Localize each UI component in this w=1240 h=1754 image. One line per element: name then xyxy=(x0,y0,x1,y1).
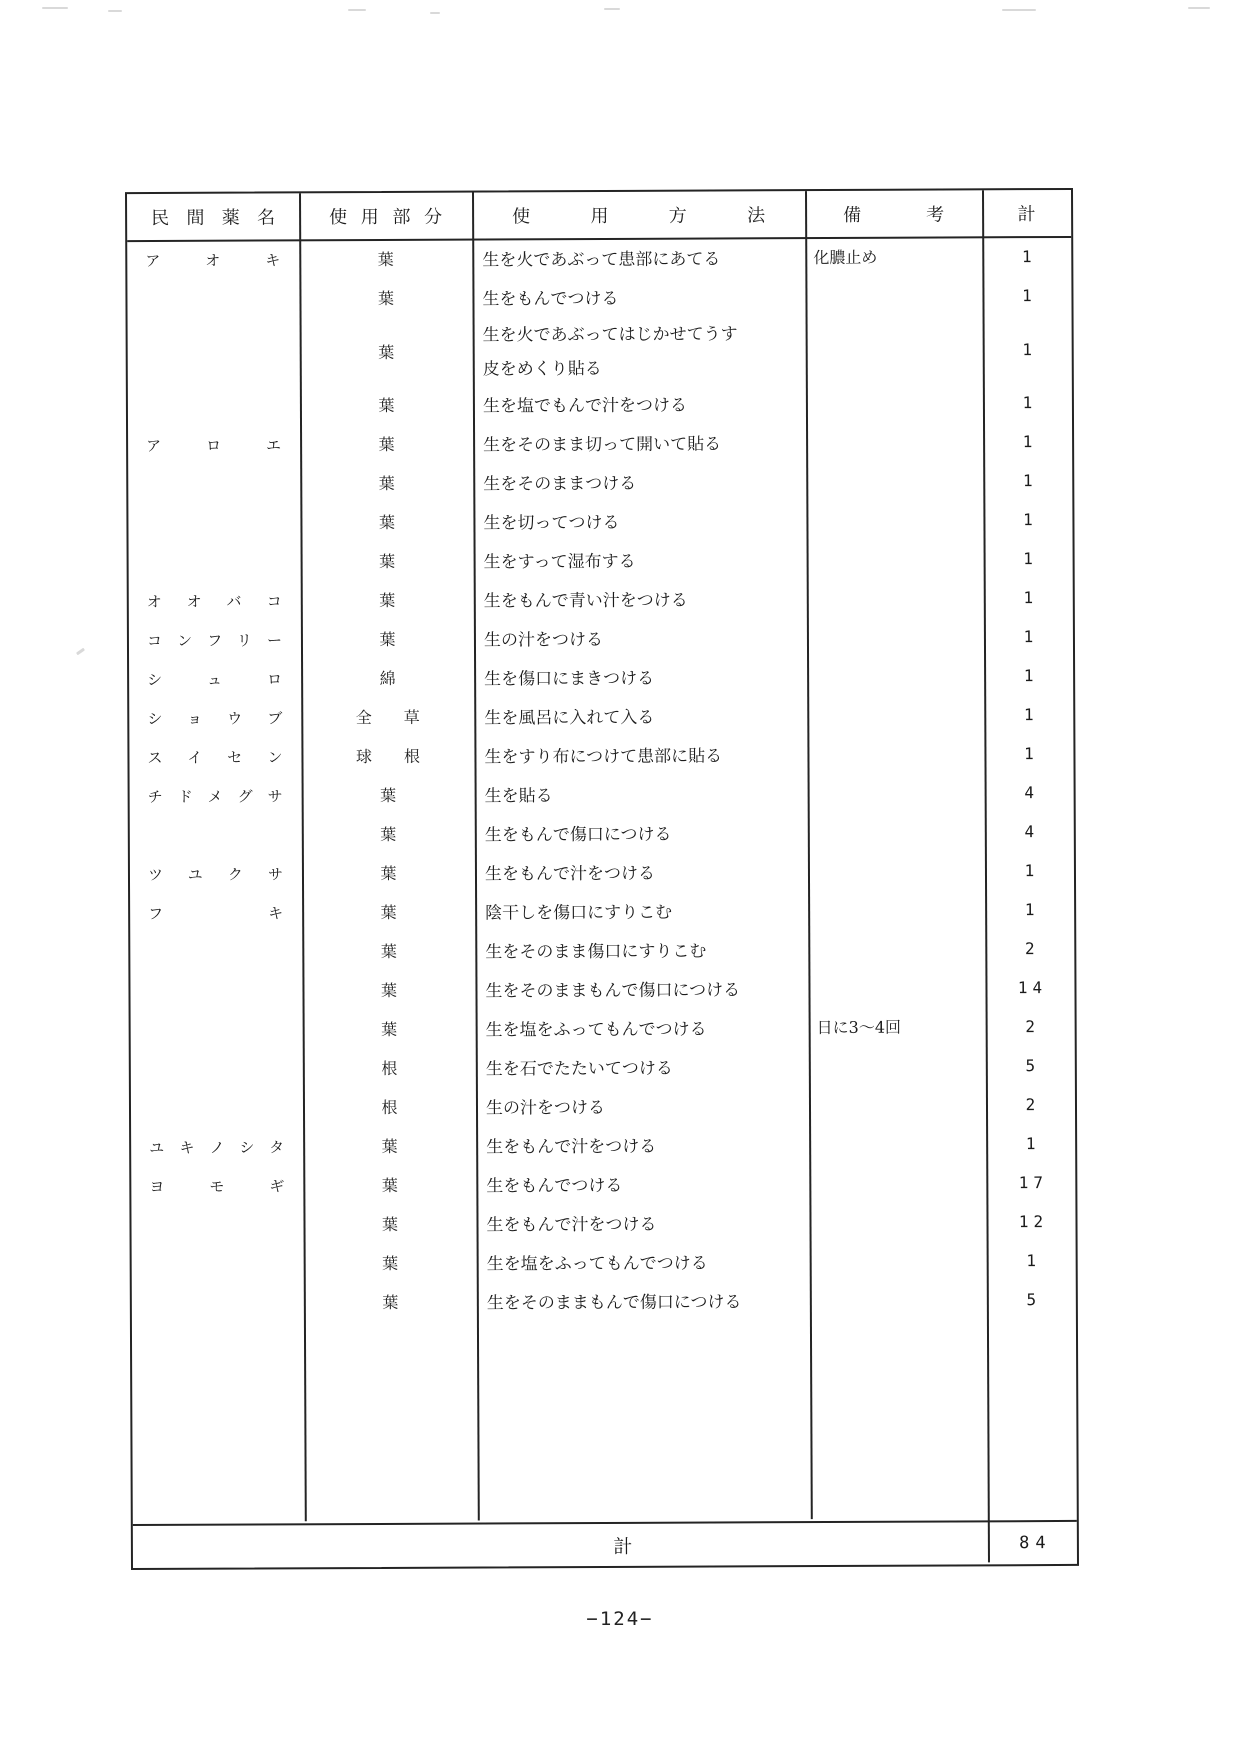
remedy-name-cell: アオキ xyxy=(145,251,282,270)
count-cell: 1 xyxy=(1022,339,1038,359)
count-cell: 1 xyxy=(1023,549,1038,569)
remedy-name-cell xyxy=(132,1304,304,1305)
usage-method-cell: 生をそのままつける xyxy=(483,473,637,495)
table-row xyxy=(128,501,1072,544)
remarks-cell xyxy=(807,755,984,756)
table-row xyxy=(129,735,1073,778)
remarks-cell xyxy=(807,599,984,600)
scan-artifact xyxy=(348,9,366,11)
remedy-name-cell xyxy=(128,524,300,525)
part-used-cell: 葉 xyxy=(380,785,397,806)
remarks-cell xyxy=(806,350,983,351)
count-cell: 1 xyxy=(1025,1134,1041,1154)
usage-method-cell: 生を塩をふってもんでつける xyxy=(486,1253,708,1275)
part-used-cell: 根 xyxy=(381,1097,398,1118)
remarks-cell xyxy=(809,1184,986,1185)
header-count: 計 xyxy=(1017,204,1036,226)
usage-method-cell: 生をもんで青い汁をつける xyxy=(483,590,688,612)
remarks-cell xyxy=(808,833,985,834)
count-cell: 2 xyxy=(1025,1095,1041,1115)
remedy-name-cell xyxy=(131,1109,303,1110)
usage-method-cell: 生の汁をつける xyxy=(483,629,603,651)
part-used-cell: 葉 xyxy=(378,473,395,494)
table-row xyxy=(130,969,1074,1012)
part-used-cell: 葉 xyxy=(379,590,396,611)
usage-method-cell: 生を火であぶって患部にあてる xyxy=(482,248,721,271)
usage-method-cell: 陰干しを傷口にすりこむ xyxy=(485,902,673,924)
remedy-name-cell xyxy=(130,953,302,954)
table-total-row xyxy=(133,1520,1077,1568)
remarks-cell xyxy=(806,482,983,483)
count-cell: 5 xyxy=(1026,1290,1042,1310)
header-remedy-name: 民間薬名 xyxy=(151,207,276,229)
usage-method-cell: 生を風呂に入れて入る xyxy=(484,707,655,729)
scan-artifact xyxy=(430,12,440,14)
count-cell: 1 xyxy=(1024,744,1039,764)
part-used-cell: 葉 xyxy=(381,1214,399,1235)
table-row xyxy=(131,1008,1075,1051)
remedy-name-cell: ヨモギ xyxy=(149,1177,286,1196)
part-used-cell: 葉 xyxy=(378,434,395,455)
usage-method-cell: 生をすって湿布する xyxy=(483,551,636,573)
table-row xyxy=(131,1125,1075,1168)
table-row xyxy=(127,238,1071,281)
header-remarks: 備考 xyxy=(843,204,945,226)
count-cell: 1 xyxy=(1022,471,1038,491)
part-used-cell: 葉 xyxy=(380,902,397,923)
scan-artifact xyxy=(1188,7,1210,9)
usage-method-cell: 生を火であぶってはじかせてうす 皮をめくり貼る xyxy=(482,324,738,380)
remedy-name-cell: コンフリー xyxy=(146,631,283,650)
part-used-cell: 葉 xyxy=(379,551,396,572)
remedy-name-cell: ツユクサ xyxy=(147,865,285,884)
remedy-name-cell xyxy=(132,1265,304,1266)
remedy-name-cell: スイセン xyxy=(147,748,284,767)
table-row xyxy=(129,618,1073,661)
usage-method-cell: 生をもんでつける xyxy=(482,288,619,310)
part-used-cell: 根 xyxy=(381,1058,398,1079)
remarks-cell xyxy=(809,1106,986,1107)
count-cell: 4 xyxy=(1024,783,1039,803)
table-row xyxy=(130,774,1074,817)
remarks-cell: 化膿止め xyxy=(813,247,878,268)
usage-method-cell: 生の汁をつける xyxy=(485,1097,606,1119)
remarks-cell xyxy=(807,560,984,561)
scan-artifact xyxy=(76,648,85,656)
usage-method-cell: 生をすり布につけて患部に貼る xyxy=(484,745,723,768)
part-used-cell: 葉 xyxy=(381,1136,398,1157)
remarks-cell xyxy=(810,1223,987,1224)
table-row xyxy=(128,462,1072,505)
table-row xyxy=(131,1164,1075,1207)
count-cell: 12 xyxy=(1018,1212,1049,1232)
part-used-cell: 葉 xyxy=(380,824,397,845)
count-cell: 1 xyxy=(1021,247,1037,267)
remedy-name-cell xyxy=(130,836,302,837)
table-body xyxy=(127,238,1077,1524)
part-used-cell: 葉 xyxy=(380,863,397,884)
usage-method-cell: 生をもんで汁をつける xyxy=(484,863,656,885)
table-row xyxy=(131,1086,1075,1129)
usage-method-cell: 生を塩でもんで汁をつける xyxy=(482,395,687,417)
remarks-cell xyxy=(808,911,985,912)
count-cell: 2 xyxy=(1025,1017,1041,1037)
remarks-cell xyxy=(810,1301,987,1302)
remarks-cell xyxy=(807,677,984,678)
remedies-table xyxy=(125,188,1079,1570)
table-row xyxy=(129,579,1073,622)
count-cell: 1 xyxy=(1022,393,1038,413)
total-value: 84 xyxy=(1019,1533,1052,1554)
part-used-cell: 葉 xyxy=(382,1253,399,1274)
count-cell: 4 xyxy=(1024,822,1040,842)
table-row xyxy=(129,657,1073,700)
part-used-cell: 葉 xyxy=(377,249,394,270)
usage-method-cell: 生をもんで傷口につける xyxy=(484,824,672,846)
usage-method-cell: 生を石でたたいてつける xyxy=(485,1058,673,1080)
remarks-cell xyxy=(808,950,985,951)
part-used-cell: 葉 xyxy=(382,1292,399,1313)
count-cell: 1 xyxy=(1024,900,1040,920)
usage-method-cell: 生をそのまま傷口にすりこむ xyxy=(485,941,707,963)
table-row xyxy=(129,540,1073,583)
count-cell: 1 xyxy=(1023,510,1038,530)
table-row xyxy=(127,277,1071,320)
remedy-name-cell: オオバコ xyxy=(146,592,283,611)
header-usage-method: 使用方法 xyxy=(512,205,766,228)
part-used-cell: 葉 xyxy=(380,980,398,1001)
remedy-name-cell xyxy=(130,992,302,993)
usage-method-cell: 生をもんで汁をつける xyxy=(486,1136,657,1158)
remarks-cell xyxy=(808,989,985,990)
remedy-name-cell xyxy=(128,407,300,408)
remarks-cell xyxy=(806,521,983,522)
usage-method-cell: 生をそのままもんで傷口につける xyxy=(485,979,741,1002)
usage-method-cell: 生を塩をふってもんでつける xyxy=(485,1019,707,1041)
page-number: −124− xyxy=(586,1608,654,1630)
remarks-cell: 日に3〜4回 xyxy=(816,1017,902,1038)
remarks-cell xyxy=(808,872,985,873)
count-cell: 17 xyxy=(1018,1173,1048,1193)
part-used-cell: 葉 xyxy=(381,1175,398,1196)
remarks-cell xyxy=(809,1145,986,1146)
count-cell: 2 xyxy=(1024,939,1040,959)
table-row xyxy=(129,696,1073,739)
table-row xyxy=(128,384,1072,427)
table-row xyxy=(128,423,1072,466)
part-used-cell: 葉 xyxy=(378,395,395,416)
remedy-name-cell: シュロ xyxy=(147,670,284,689)
scan-artifact xyxy=(108,10,122,12)
count-cell: 5 xyxy=(1025,1056,1041,1076)
count-cell: 1 xyxy=(1022,286,1037,306)
part-used-cell: 葉 xyxy=(378,512,395,533)
part-used-cell: 葉 xyxy=(380,941,397,962)
count-cell: 14 xyxy=(1017,978,1048,998)
remedy-name-cell xyxy=(131,1031,303,1032)
table-header-row xyxy=(127,190,1071,242)
part-used-cell: 球 根 xyxy=(355,746,421,767)
table-row xyxy=(132,1242,1076,1285)
count-cell: 1 xyxy=(1023,666,1039,686)
remedy-name-cell: ショウブ xyxy=(147,709,284,728)
usage-method-cell: 生をもんでつける xyxy=(486,1175,623,1197)
remedy-name-cell xyxy=(127,300,299,301)
header-part-used: 使用部分 xyxy=(329,206,443,229)
count-cell: 1 xyxy=(1022,432,1038,452)
remarks-cell xyxy=(807,638,984,639)
remedy-name-cell: ユキノシタ xyxy=(149,1138,286,1157)
scan-artifact xyxy=(1002,9,1036,11)
remedy-name-cell: チドメグサ xyxy=(147,787,284,806)
remarks-cell xyxy=(808,794,985,795)
remedy-name-cell: フキ xyxy=(148,904,285,923)
remedy-name-cell xyxy=(129,563,301,564)
count-cell: 1 xyxy=(1026,1251,1042,1271)
remedy-name-cell xyxy=(132,1226,304,1227)
part-used-cell: 葉 xyxy=(378,342,395,362)
usage-method-cell: 生を切ってつける xyxy=(483,512,620,534)
count-cell: 1 xyxy=(1023,627,1039,647)
scan-artifact xyxy=(42,7,68,9)
remedy-name-cell xyxy=(128,485,300,486)
remarks-cell xyxy=(810,1262,987,1263)
table-row xyxy=(130,852,1074,895)
count-cell: 1 xyxy=(1023,588,1039,608)
usage-method-cell: 生をそのまま切って開いて貼る xyxy=(483,433,722,456)
table-row xyxy=(130,930,1074,973)
table-row xyxy=(131,1203,1075,1246)
part-used-cell: 全 草 xyxy=(355,707,420,728)
table-row xyxy=(130,891,1074,934)
scan-artifact xyxy=(604,8,620,10)
remarks-cell xyxy=(806,404,983,405)
usage-method-cell: 生を貼る xyxy=(484,785,553,807)
table-row xyxy=(128,316,1072,388)
table-row xyxy=(132,1281,1076,1324)
part-used-cell: 葉 xyxy=(381,1019,398,1040)
remedy-name-cell: アロエ xyxy=(146,436,283,455)
count-cell: 1 xyxy=(1023,705,1039,725)
total-label: 計 xyxy=(613,1535,633,1558)
usage-method-cell: 生をそのままもんで傷口につける xyxy=(486,1291,742,1314)
usage-method-cell: 生を傷口にまきつける xyxy=(484,668,655,690)
table-row xyxy=(130,813,1074,856)
remarks-cell xyxy=(807,716,984,717)
remarks-cell xyxy=(805,297,982,298)
remedy-name-cell xyxy=(131,1070,303,1071)
part-used-cell: 綿 xyxy=(379,668,396,689)
remarks-cell xyxy=(806,443,983,444)
part-used-cell: 葉 xyxy=(377,288,395,309)
remedy-name-cell xyxy=(128,353,300,354)
remarks-cell xyxy=(809,1067,986,1068)
table-row xyxy=(131,1047,1075,1090)
part-used-cell: 葉 xyxy=(379,629,396,650)
count-cell: 1 xyxy=(1024,861,1040,881)
usage-method-cell: 生をもんで汁をつける xyxy=(486,1214,657,1236)
